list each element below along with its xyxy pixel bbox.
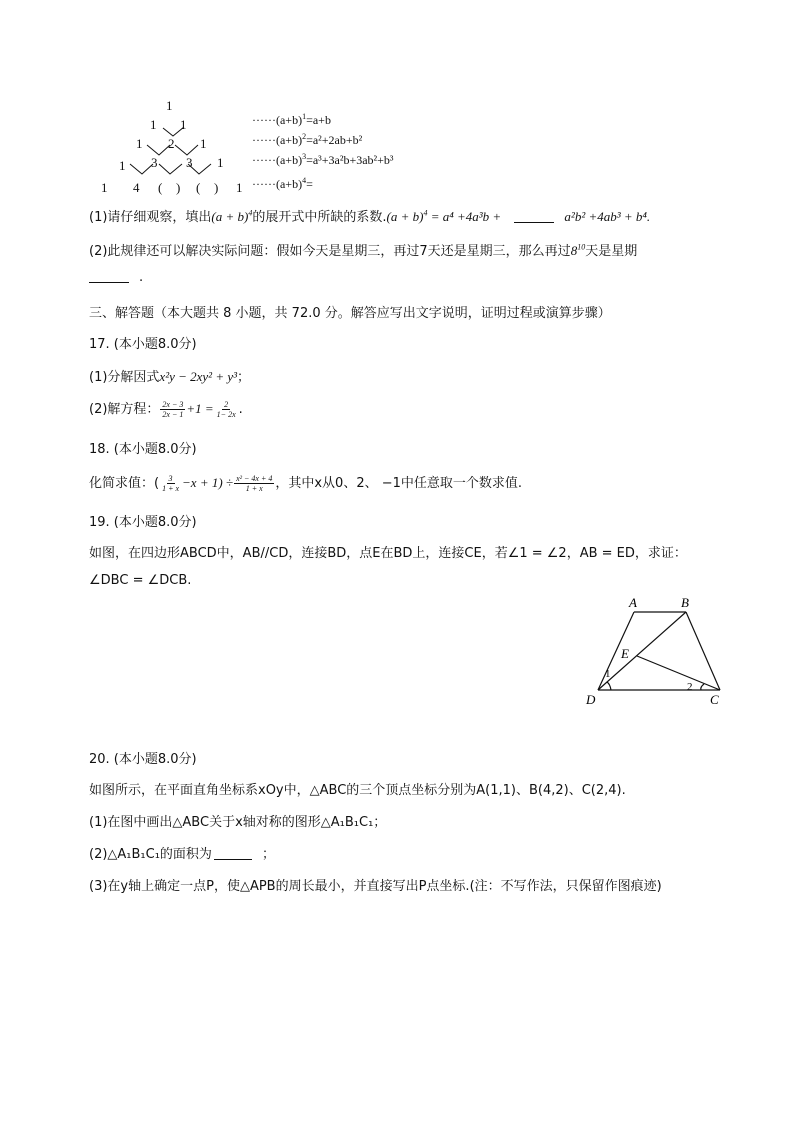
triangle-r0-0: 1 — [166, 98, 173, 113]
triangle-r3-0: 1 — [119, 158, 126, 173]
q20-part1: (1)在图中画出△ABC关于x轴对称的图形△A₁B₁C₁； — [89, 815, 387, 830]
q16-part2: (2)此规律还可以解决实际问题：假如今天是星期三，再过7天还是星期三，那么再过$8^{10}$天是星期 — [89, 242, 638, 259]
expansion-1: $\cdot\cdot\cdot\cdot\cdot\cdot(a+b)^1=a+b$ — [252, 112, 331, 127]
label-C: C — [710, 692, 719, 707]
quadrilateral-figure — [578, 592, 738, 712]
q17-header: 17. (本小题8.0分) — [89, 337, 197, 352]
expansion-2: $\cdot\cdot\cdot\cdot\cdot\cdot(a+b)^2=a^2+2ab+b^2$ — [252, 132, 363, 147]
triangle-r1-1: 1 — [180, 117, 187, 132]
label-angle-1: 1 — [605, 668, 611, 680]
q20-answer-blank[interactable] — [214, 847, 252, 860]
triangle-r3-2: 3 — [186, 155, 193, 170]
q18-body: 化简求值：( $\frac{3}{1 + x}$ −x + 1) ÷ $\frac{\text{x² − 4x + 4}}{1 + x}$ ，其中x从0、2、 −1中任意取一个数求值. — [89, 474, 523, 493]
section-title: 三、解答题（本大题共 8 小题，共 72.0 分。解答应写出文字说明，证明过程或演算步骤） — [89, 306, 611, 321]
triangle-r4-0: 1 — [101, 180, 108, 195]
label-A: A — [629, 595, 637, 610]
triangle-r1-0: 1 — [150, 117, 157, 132]
triangle-r2-0: 1 — [136, 136, 143, 151]
triangle-r4-3: ) — [176, 180, 181, 195]
q19-header: 19. (本小题8.0分) — [89, 515, 197, 530]
q20-header: 20. (本小题8.0分) — [89, 752, 197, 767]
triangle-r4-5: ) — [214, 180, 219, 195]
triangle-r4-6: 1 — [236, 180, 243, 195]
q16-part1: (1)请仔细观察，填出$(a + b)^4$的展开式中所缺的系数$.(a + b)^4 = a^4 +4a^3b + a^2b^2 +4ab^3 + b^4$. — [89, 208, 651, 225]
q18-header: 18. (本小题8.0分) — [89, 442, 197, 457]
q17-part2: (2)解方程： $\frac{2x - 3}{2x - 1}$ +1 = $\frac{2}{1- 2x}$ . — [89, 400, 243, 419]
triangle-r3-3: 1 — [217, 155, 224, 170]
label-E: E — [621, 646, 629, 661]
q16-part2-blank-line: . — [89, 270, 143, 285]
triangle-r2-2: 1 — [200, 136, 207, 151]
triangle-r4-2: ( — [158, 180, 163, 195]
q20-part2: (2)△A₁B₁C₁的面积为 ； — [89, 847, 275, 862]
triangle-r4-1: 4 — [133, 180, 140, 195]
triangle-r2-1: 2 — [168, 136, 175, 151]
q20-part3: (3)在y轴上确定一点P，使△APB的周长最小，并直接写出P点坐标.(注：不写作法，只保留作图痕迹) — [89, 879, 662, 894]
label-D: D — [586, 692, 596, 707]
q16-answer-blank-1[interactable] — [514, 210, 554, 223]
q17-part1: (1)分解因式x²y − 2xy² + y³； — [89, 369, 251, 385]
label-angle-2: 2 — [687, 681, 693, 693]
q19-line1: 如图，在四边形ABCD中，AB//CD，连接BD，点E在BD上，连接CE，若∠1 = ∠2，AB = ED，求证： — [89, 546, 687, 561]
q19-line2: ∠DBC = ∠DCB. — [89, 573, 192, 588]
triangle-r4-4: ( — [196, 180, 201, 195]
expansion-4: $\cdot\cdot\cdot\cdot\cdot\cdot(a+b)^4=$ — [252, 176, 313, 191]
q16-answer-blank-2[interactable] — [89, 270, 129, 283]
q20-line1: 如图所示，在平面直角坐标系xOy中，△ABC的三个顶点坐标分别为A(1,1)、B(4,2)、C(2,4). — [89, 783, 626, 798]
triangle-r3-1: 3 — [151, 155, 158, 170]
label-B: B — [681, 595, 689, 610]
expansion-3: $\cdot\cdot\cdot\cdot\cdot\cdot(a+b)^3=a^3+3a^2b+3ab^2+b^3$ — [252, 152, 394, 167]
